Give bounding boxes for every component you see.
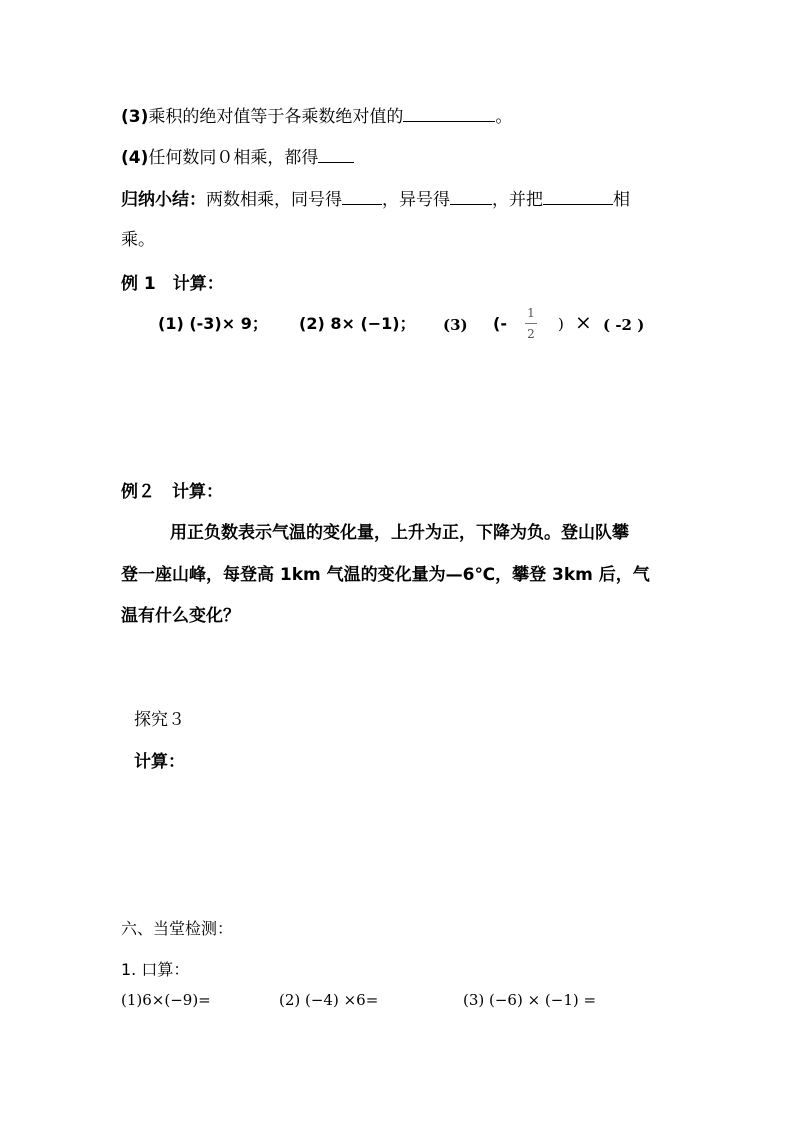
example-1-item-1: (1) (-3)× 9； [158,314,268,333]
example-1-title: 例 1 计算： [121,274,224,294]
example-2-line-1: 用正负数表示气温的变化量，上升为正，下降为负。登山队攀 [170,523,629,543]
question-1: 1. 口算： [121,960,190,979]
summary-line-1 [121,192,630,209]
answer-blank[interactable] [342,203,382,205]
fraction-bar [525,323,537,324]
rule-3-text: 乘积的绝对值等于各乘数绝对值的 [148,107,404,127]
summary-text-4: 相 [613,190,630,210]
summary-line-2: 乘。 [121,230,155,250]
example-2-line-2: 登一座山峰，每登高 1km 气温的变化量为—6℃，攀登 3km 后，气 [121,565,650,585]
fraction-numerator: 1 [527,306,535,320]
answer-blank[interactable] [543,203,613,205]
problem-1: (1)6×(−9)= [121,991,211,1009]
explore-3-calc: 计算： [134,752,185,772]
rule-3-label: (3) [121,107,149,127]
answer-blank[interactable] [450,203,492,205]
summary-label: 归纳小结： [121,190,206,210]
answer-blank[interactable] [403,120,495,122]
summary-text-2: ，异号得 [382,190,450,210]
rule-3-end: 。 [495,107,513,127]
rule-4 [121,150,354,167]
example-2-line-3: 温有什么变化？ [121,606,240,626]
summary-text-3: ，并把 [492,190,543,210]
example-1-item-3-tail: ( -2 ) [603,316,645,334]
answer-blank[interactable] [318,161,354,163]
example-1-item-3-open: (- [493,314,507,333]
fraction-denominator: 2 [527,327,535,341]
times-sign: × [575,310,592,334]
rule-3 [121,109,512,126]
example-1-item-3-close: ) [558,315,564,333]
example-2-title: 例２ 计算： [121,482,223,502]
summary-text-1: 两数相乘，同号得 [206,190,342,210]
rule-4-label: (4) [121,148,149,168]
section-6-title: 六、当堂检测： [121,919,234,938]
problem-2: (2) (−4) ×6= [279,991,379,1009]
problem-3: (3) (−6) × (−1) = [463,991,597,1009]
example-1-item-2: (2) 8× (−1)； [299,314,416,333]
rule-4-text: 任何数同０相乘，都得 [148,148,319,168]
explore-3-title: 探究３ [134,710,185,730]
example-1-item-3-label: (3) [443,316,468,334]
